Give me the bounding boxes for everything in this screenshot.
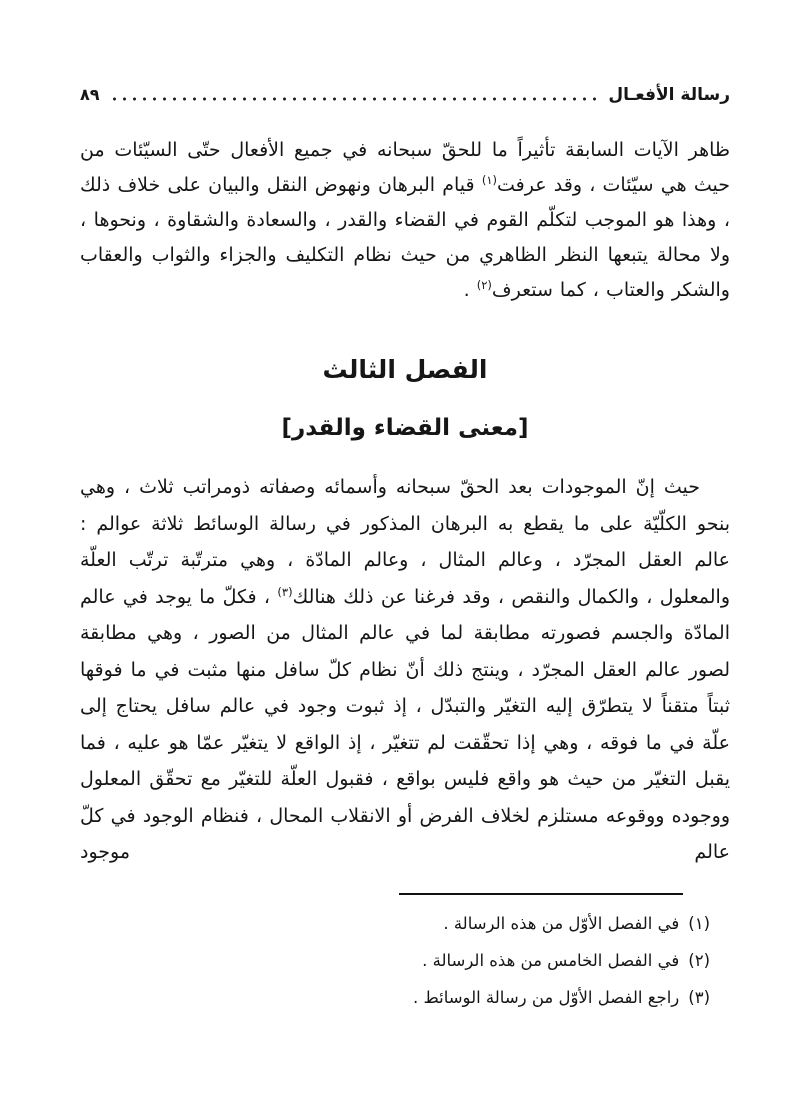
running-head-title: رسالة الأفعـال <box>608 85 730 105</box>
footnote-ref: (٢) <box>476 278 492 292</box>
footnote-marker: (١) <box>688 913 710 933</box>
footnotes-block <box>80 905 710 1016</box>
footnote-ref: (١) <box>481 173 497 187</box>
chapter-title: الفصل الثالث <box>322 355 488 384</box>
footnote-item <box>80 942 710 979</box>
body-paragraph-2: حيث إنّ الموجودات بعد الحقّ سبحانه وأسمائه وصفاته ذومراتب ثلاث ، وهي بنحو الكلّيّة على ما يقطع به البرهان المذكور في رسالة الوسائط ثلاثة عوالم : عالم العقل المجرّد ، وعالم المثال ، وعالم المادّة ، وهي مترتّبة ترتّب العلّة والمعلول ، والكمال والنقص ، وقد فرغنا عن ذلك هنالك$^{(٣)}$ ، فكلّ ما يوجد في عالم المادّة والجسم فصورته مطابقة لما في عالم المثال من الصور ، وهي مطابقة لصور عالم العقل المجرّد ، وينتج ذلك أنّ نظام كلّ سافل منها مثبت في ما فوقها ثبتاً متقناً لا يتطرّق إليه التغيّر والتبدّل ، إذ ثبوت وجود في عالم سافل يحتاج إلى علّة في ما فوقه ، وهي إذا تحقّقت لم تتغيّر ، إذ الواقع لا يتغيّر عمّا هو عليه ، فما يقبل التغيّر من حيث هو واقع فليس بواقع ، فقبول العلّة للتغيّر مع تحقّق المعلول ووجوده ووقوعه مستلزم لخلاف الفرض أو الانقلاب المحال ، فنظام الوجود في كلّ عالم موجود <box>80 476 731 863</box>
dotted-leader <box>112 96 597 102</box>
footnote-ref: (٣) <box>277 584 293 599</box>
footnote-text: في الفصل الأوّل من هذه الرسالة . <box>443 913 680 933</box>
footnote-marker: (٢) <box>688 950 710 970</box>
footnote-separator <box>399 893 683 895</box>
footnote-marker: (٣) <box>688 987 710 1007</box>
footnote-text: في الفصل الخامس من هذه الرسالة . <box>422 950 680 970</box>
footnote-item <box>80 979 710 1016</box>
body-paragraph-1: ظاهر الآيات السابقة تأثيراً ما للحقّ سبحانه في جميع الأفعال حتّى السيّئات من حيث هي سيّئات ، وقد عرفت$^{(١)}$ قيام البرهان ونهوض النقل والبيان على خلاف ذلك ، وهذا هو الموجب لتكلّم القوم في القضاء والقدر ، والسعادة والشقاوة ، ونحوها ، ولا محالة يتبعها النظر الظاهري من حيث نظام التكليف والجزاء والثواب والعقاب والشكر والعتاب ، كما ستعرف$^{(٢)}$ . <box>80 139 730 301</box>
footnote-item <box>80 905 710 942</box>
chapter-subtitle: [معنى القضاء والقدر] <box>281 415 529 441</box>
page-number: ٨٩ <box>80 85 100 104</box>
running-head <box>80 84 730 106</box>
footnote-text: راجع الفصل الأوّل من رسالة الوسائط . <box>412 987 680 1007</box>
